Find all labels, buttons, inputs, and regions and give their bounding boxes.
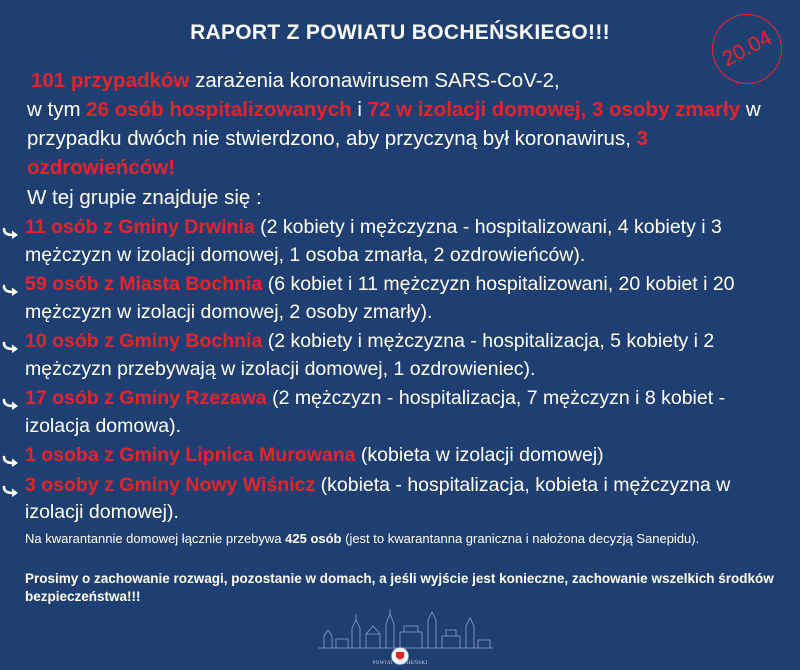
cases-count: 101 przypadków bbox=[31, 69, 190, 92]
curved-arrow-icon bbox=[2, 455, 20, 467]
list-item-nowy-wisnicz bbox=[0, 472, 775, 527]
curved-arrow-icon bbox=[2, 227, 20, 239]
entry-highlight: 11 osób z Gminy Drwinia bbox=[25, 216, 255, 238]
list-item-rzezawa bbox=[0, 385, 775, 440]
entry-highlight: 1 osoba z Gminy Lipnica Murowana bbox=[25, 444, 356, 466]
entry-highlight: 3 osoby z Gminy Nowy Wiśnicz bbox=[25, 473, 316, 496]
entry-details: (2 kobiety i mężczyzna - hospitalizacja, 5 kobiety i 2 mężczyzn przebywają w izolacji domowej, 1 ozdrowieniec). bbox=[25, 330, 715, 380]
note-text-1: Na kwarantannie domowej łącznie przebywa bbox=[25, 531, 286, 546]
curved-arrow-icon bbox=[2, 485, 20, 497]
list-item-lipnica-murowana bbox=[0, 442, 775, 470]
list-item-bochnia-commune bbox=[0, 328, 775, 383]
summary-text-4: w przypadku dwóch nie stwierdzono, aby przyczyną był koronawirus, bbox=[27, 98, 761, 150]
note-text-2: (jest to kwarantanna graniczna i nałożona decyzją Sanepidu). bbox=[341, 531, 700, 546]
curved-arrow-icon bbox=[2, 398, 20, 410]
entry-highlight: 10 osób z Gminy Bochnia bbox=[25, 330, 263, 352]
safety-appeal: Prosimy o zachowanie rozwagi, pozostanie w domach, a jeśli wyjście jest konieczne, zachowanie wszelkich środków bezpieczeństwa!!! bbox=[25, 571, 774, 604]
date-stamp-text: 20.04 bbox=[718, 26, 776, 72]
group-heading: W tej grupie znajduje się : bbox=[27, 186, 262, 209]
summary-paragraph bbox=[27, 66, 777, 182]
footer-label: POWIAT BOCHEŃSKI bbox=[372, 661, 428, 666]
summary-text-2: w tym bbox=[27, 98, 87, 121]
entry-details: (kobieta w izolacji domowej) bbox=[355, 444, 604, 466]
curved-arrow-icon bbox=[2, 341, 20, 353]
page-title: RAPORT Z POWIATU BOCHEŃSKIEGO!!! bbox=[190, 21, 610, 44]
entry-details: (6 kobiet i 11 mężczyzn hospitalizowani, 20 kobiet i 20 mężczyzn w izolacji domowej, 2 osoby zmarły). bbox=[25, 273, 735, 323]
recovered-count: 3 ozdrowieńców! bbox=[27, 127, 649, 179]
entry-highlight: 59 osób z Miasta Bochnia bbox=[25, 273, 263, 295]
summary-text-1: zarażenia koronawirusem SARS-CoV-2, bbox=[189, 69, 560, 92]
list-item-drwinia bbox=[0, 214, 775, 269]
summary-text-3: i bbox=[351, 98, 368, 121]
curved-arrow-icon bbox=[2, 284, 20, 296]
entry-details: (2 mężczyzn - hospitalizacja, 7 mężczyzn i 8 kobiet - izolacja domowa). bbox=[25, 387, 726, 437]
quarantine-count: 425 osób bbox=[285, 531, 342, 546]
entry-details: (kobieta - hospitalizacja, kobieta i mężczyzna w izolacji domowej). bbox=[25, 473, 731, 523]
hospitalized-count: 26 osób hospitalizowanych bbox=[86, 98, 352, 121]
entry-details: (2 kobiety i mężczyzna - hospitalizowani, 4 kobiety i 3 mężczyzn w izolacji domowej, 1 osoba zmarła, 2 ozdrowieńców). bbox=[25, 216, 722, 266]
entry-highlight: 17 osób z Gminy Rzezawa bbox=[25, 387, 267, 409]
municipality-list bbox=[0, 214, 800, 529]
isolation-deaths-count: 72 w izolacji domowej, 3 osoby zmarły bbox=[367, 98, 741, 121]
quarantine-note bbox=[25, 530, 780, 547]
list-item-bochnia-city bbox=[0, 271, 775, 326]
